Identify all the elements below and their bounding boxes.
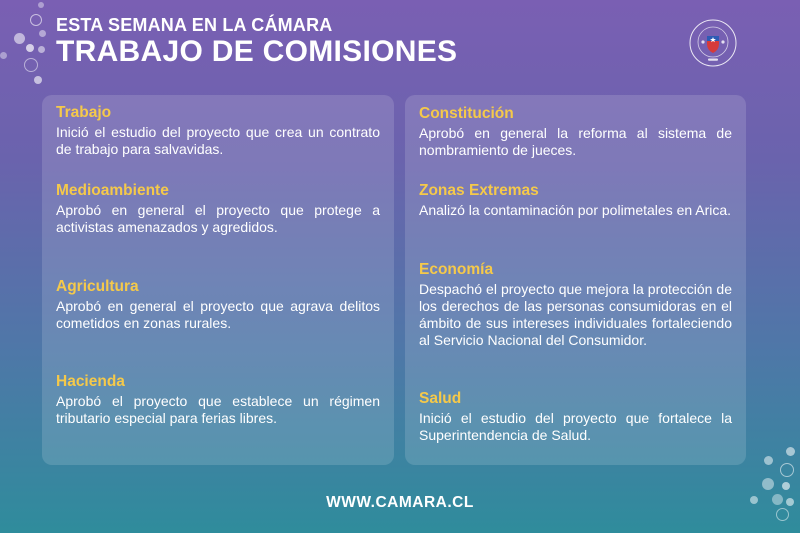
section-medioambiente [56, 182, 380, 236]
decor-dot [750, 496, 758, 504]
section-title: Agricultura [56, 278, 139, 295]
page-title: TRABAJO DE COMISIONES [56, 35, 458, 68]
section-text: Despachó el proyecto que mejora la protección de los derechos de las personas consumidoras en el ámbito de sus intereses individuales fortaleciendo al Servicio Nacional del Consumidor. [419, 281, 732, 348]
section-title: Trabajo [56, 104, 112, 121]
decor-dot [24, 58, 38, 72]
section-title: Medioambiente [56, 182, 169, 199]
section-title: Economía [419, 261, 494, 278]
decor-dot [776, 508, 789, 521]
section-text: Aprobó el proyecto que establece un régimen tributario especial para ferias libres. [56, 393, 380, 426]
decor-dot [764, 456, 773, 465]
section-title: Zonas Extremas [419, 182, 539, 199]
section-text: Aprobó en general la reforma al sistema de nombramiento de jueces. [419, 125, 732, 158]
section-text: Inició el estudio del proyecto que fortalece la Superintendencia de Salud. [419, 410, 732, 443]
section-text: Analizó la contaminación por polimetales en Arica. [419, 202, 732, 218]
section-hacienda [56, 373, 380, 427]
left-card [42, 95, 394, 465]
section-salud [419, 390, 732, 444]
decor-dot [0, 52, 7, 59]
right-card [405, 95, 746, 465]
section-text: Aprobó en general el proyecto que agrava delitos cometidos en zonas rurales. [56, 298, 380, 331]
section-title: Hacienda [56, 373, 125, 390]
section-text: Aprobó en general el proyecto que protege a activistas amenazados y agredidos. [56, 202, 380, 235]
section-zonas-extremas [419, 182, 732, 219]
section-title: Salud [419, 390, 462, 407]
decor-dot [38, 2, 44, 8]
section-title: Constitución [419, 105, 514, 122]
section-agricultura [56, 278, 380, 332]
decor-dot [782, 482, 790, 490]
camara-seal-logo [688, 18, 738, 68]
decor-dot [26, 44, 34, 52]
decor-dot [14, 33, 25, 44]
header-subtitle: ESTA SEMANA EN LA CÁMARA [56, 15, 333, 35]
section-constitucion [419, 105, 732, 159]
section-text: Inició el estudio del proyecto que crea un contrato de trabajo para salvavidas. [56, 124, 380, 157]
website-link[interactable]: WWW.CAMARA.CL [326, 494, 474, 511]
decor-dot [30, 14, 42, 26]
section-economia [419, 261, 732, 349]
decor-dot [786, 447, 795, 456]
decor-dot [786, 498, 794, 506]
section-trabajo [56, 104, 380, 158]
decor-dot [39, 30, 46, 37]
decor-dot [38, 46, 45, 53]
decor-dot [780, 463, 794, 477]
decor-dot [34, 76, 42, 84]
decor-dot [762, 478, 774, 490]
decor-dot [772, 494, 783, 505]
